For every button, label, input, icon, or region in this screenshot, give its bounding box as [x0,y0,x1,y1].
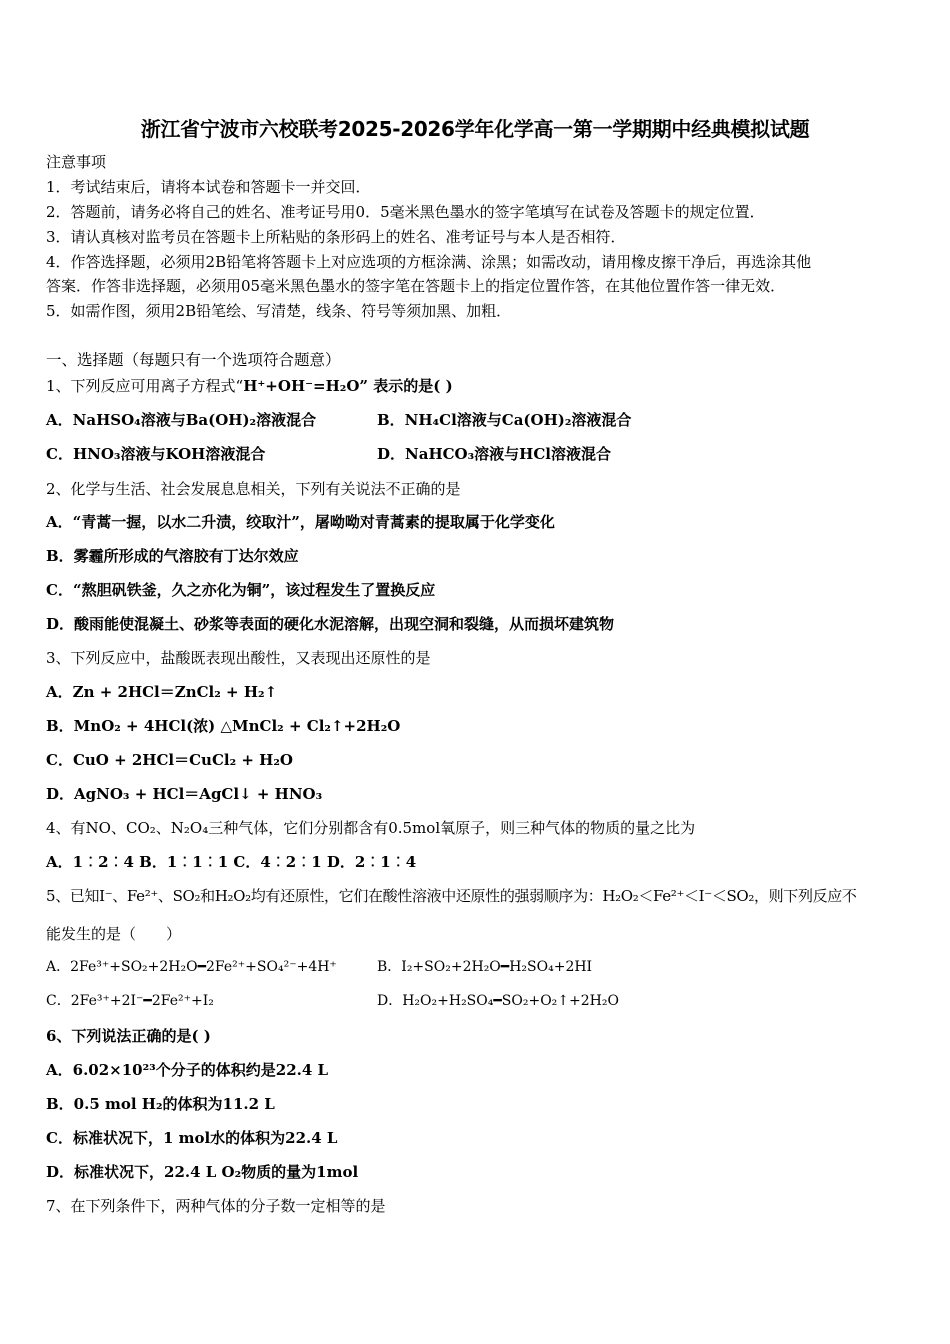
option-d: D．标准状况下，22.4 L O₂物质的量为1mol [46,1163,359,1181]
question-4-stem: 4、有NO、CO₂、N₂O₄三种气体，它们分别都含有0.5mol氧原子，则三种气体的物质的量之比为 [46,819,696,837]
notice-item: 1．考试结束后，请将本试卷和答题卡一并交回． [46,178,371,196]
notice-heading: 注意事项 [46,153,107,171]
question-7-stem: 7、在下列条件下，两种气体的分子数一定相等的是 [46,1197,386,1215]
question-text: 下列反应可用离子方程式“ [70,377,244,395]
question-4-options: A．1︰2︰4 B．1︰1︰1 C．4︰2︰1 D．2︰1︰4 [46,853,417,871]
notice-item: 5．如需作图，须用2B铅笔绘、写清楚，线条、符号等须加黑、加粗． [46,302,512,320]
option-d: D．AgNO₃ + HCl＝AgCl↓ + HNO₃ [46,785,323,803]
option-b: B．I₂+SO₂+2H₂O━H₂SO₄+2HI [377,959,593,975]
question-2-stem: 2、化学与生活、社会发展息息相关，下列有关说法不正确的是 [46,480,461,498]
option-c: C．HNO₃溶液与KOH溶液混合 [46,445,266,463]
ionic-equation: H⁺+OH⁻=H₂O [243,377,360,395]
option-a: A．2Fe³⁺+SO₂+2H₂O━2Fe²⁺+SO₄²⁻+4H⁺ [46,959,337,975]
option-a: A．NaHSO₄溶液与Ba(OH)₂溶液混合 [46,411,317,429]
option-a: A．“青蒿一握，以水二升渍，绞取汁”，屠呦呦对青蒿素的提取属于化学变化 [46,513,555,531]
notice-item: 3．请认真核对监考员在答题卡上所粘贴的条形码上的姓名、准考证号与本人是否相符． [46,228,626,246]
option-d: D．H₂O₂+H₂SO₄━SO₂+O₂↑+2H₂O [377,993,619,1009]
option-b: B．MnO₂ + 4HCl(浓) △MnCl₂ + Cl₂↑+2H₂O [46,717,401,735]
question-3-stem: 3、下列反应中，盐酸既表现出酸性，又表现出还原性的是 [46,649,431,667]
question-6-stem: 6、下列说法正确的是( ) [46,1027,211,1045]
option-c: C．标准状况下，1 mol水的体积为22.4 L [46,1129,338,1147]
option-d: D．酸雨能使混凝土、砂浆等表面的硬化水泥溶解，出现空洞和裂缝，从而损坏建筑物 [46,615,615,633]
option-c: C．2Fe³⁺+2I⁻━2Fe²⁺+I₂ [46,993,214,1009]
section-heading: 一、选择题（每题只有一个选项符合题意） [46,351,341,369]
notice-item: 2．答题前，请务必将自己的姓名、准考证号用0．5毫米黑色墨水的签字笔填写在试卷及答题卡的规定位置． [46,203,765,221]
option-c: C．CuO + 2HCl＝CuCl₂ + H₂O [46,751,293,769]
notice-item: 4．作答选择题，必须用2B铅笔将答题卡上对应选项的方框涂满、涂黑；如需改动，请用橡皮擦干净后，再选涂其他 [46,253,812,271]
option-b: B．0.5 mol H₂的体积为11.2 L [46,1095,275,1113]
notice-item: 答案．作答非选择题，必须用05毫米黑色墨水的签字笔在答题卡上的指定位置作答，在其他位置作答一律无效． [46,277,786,295]
question-number: 1、 [46,377,71,395]
question-5-stem: 5、已知I⁻、Fe²⁺、SO₂和H₂O₂均有还原性，它们在酸性溶液中还原性的强弱顺序为：H₂O₂＜Fe²⁺＜I⁻＜SO₂，则下列反应不 [46,887,857,905]
question-5-stem-cont: 能发生的是（ ） [46,925,182,943]
question-text-end: ” 表示的是( ) [359,377,453,395]
option-d: D．NaHCO₃溶液与HCl溶液混合 [377,445,611,463]
page-title: 浙江省宁波市六校联考2025-2026学年化学高一第一学期期中经典模拟试题 [140,117,810,141]
question-1-stem [46,376,453,396]
option-b: B．NH₄Cl溶液与Ca(OH)₂溶液混合 [377,411,632,429]
option-a: A．Zn + 2HCl＝ZnCl₂ + H₂↑ [46,683,278,701]
option-a: A．6.02×10²³个分子的体积约是22.4 L [46,1061,329,1079]
option-b: B．雾霾所形成的气溶胶有丁达尔效应 [46,547,299,565]
option-c: C．“熬胆矾铁釜，久之亦化为铜”，该过程发生了置换反应 [46,581,436,599]
